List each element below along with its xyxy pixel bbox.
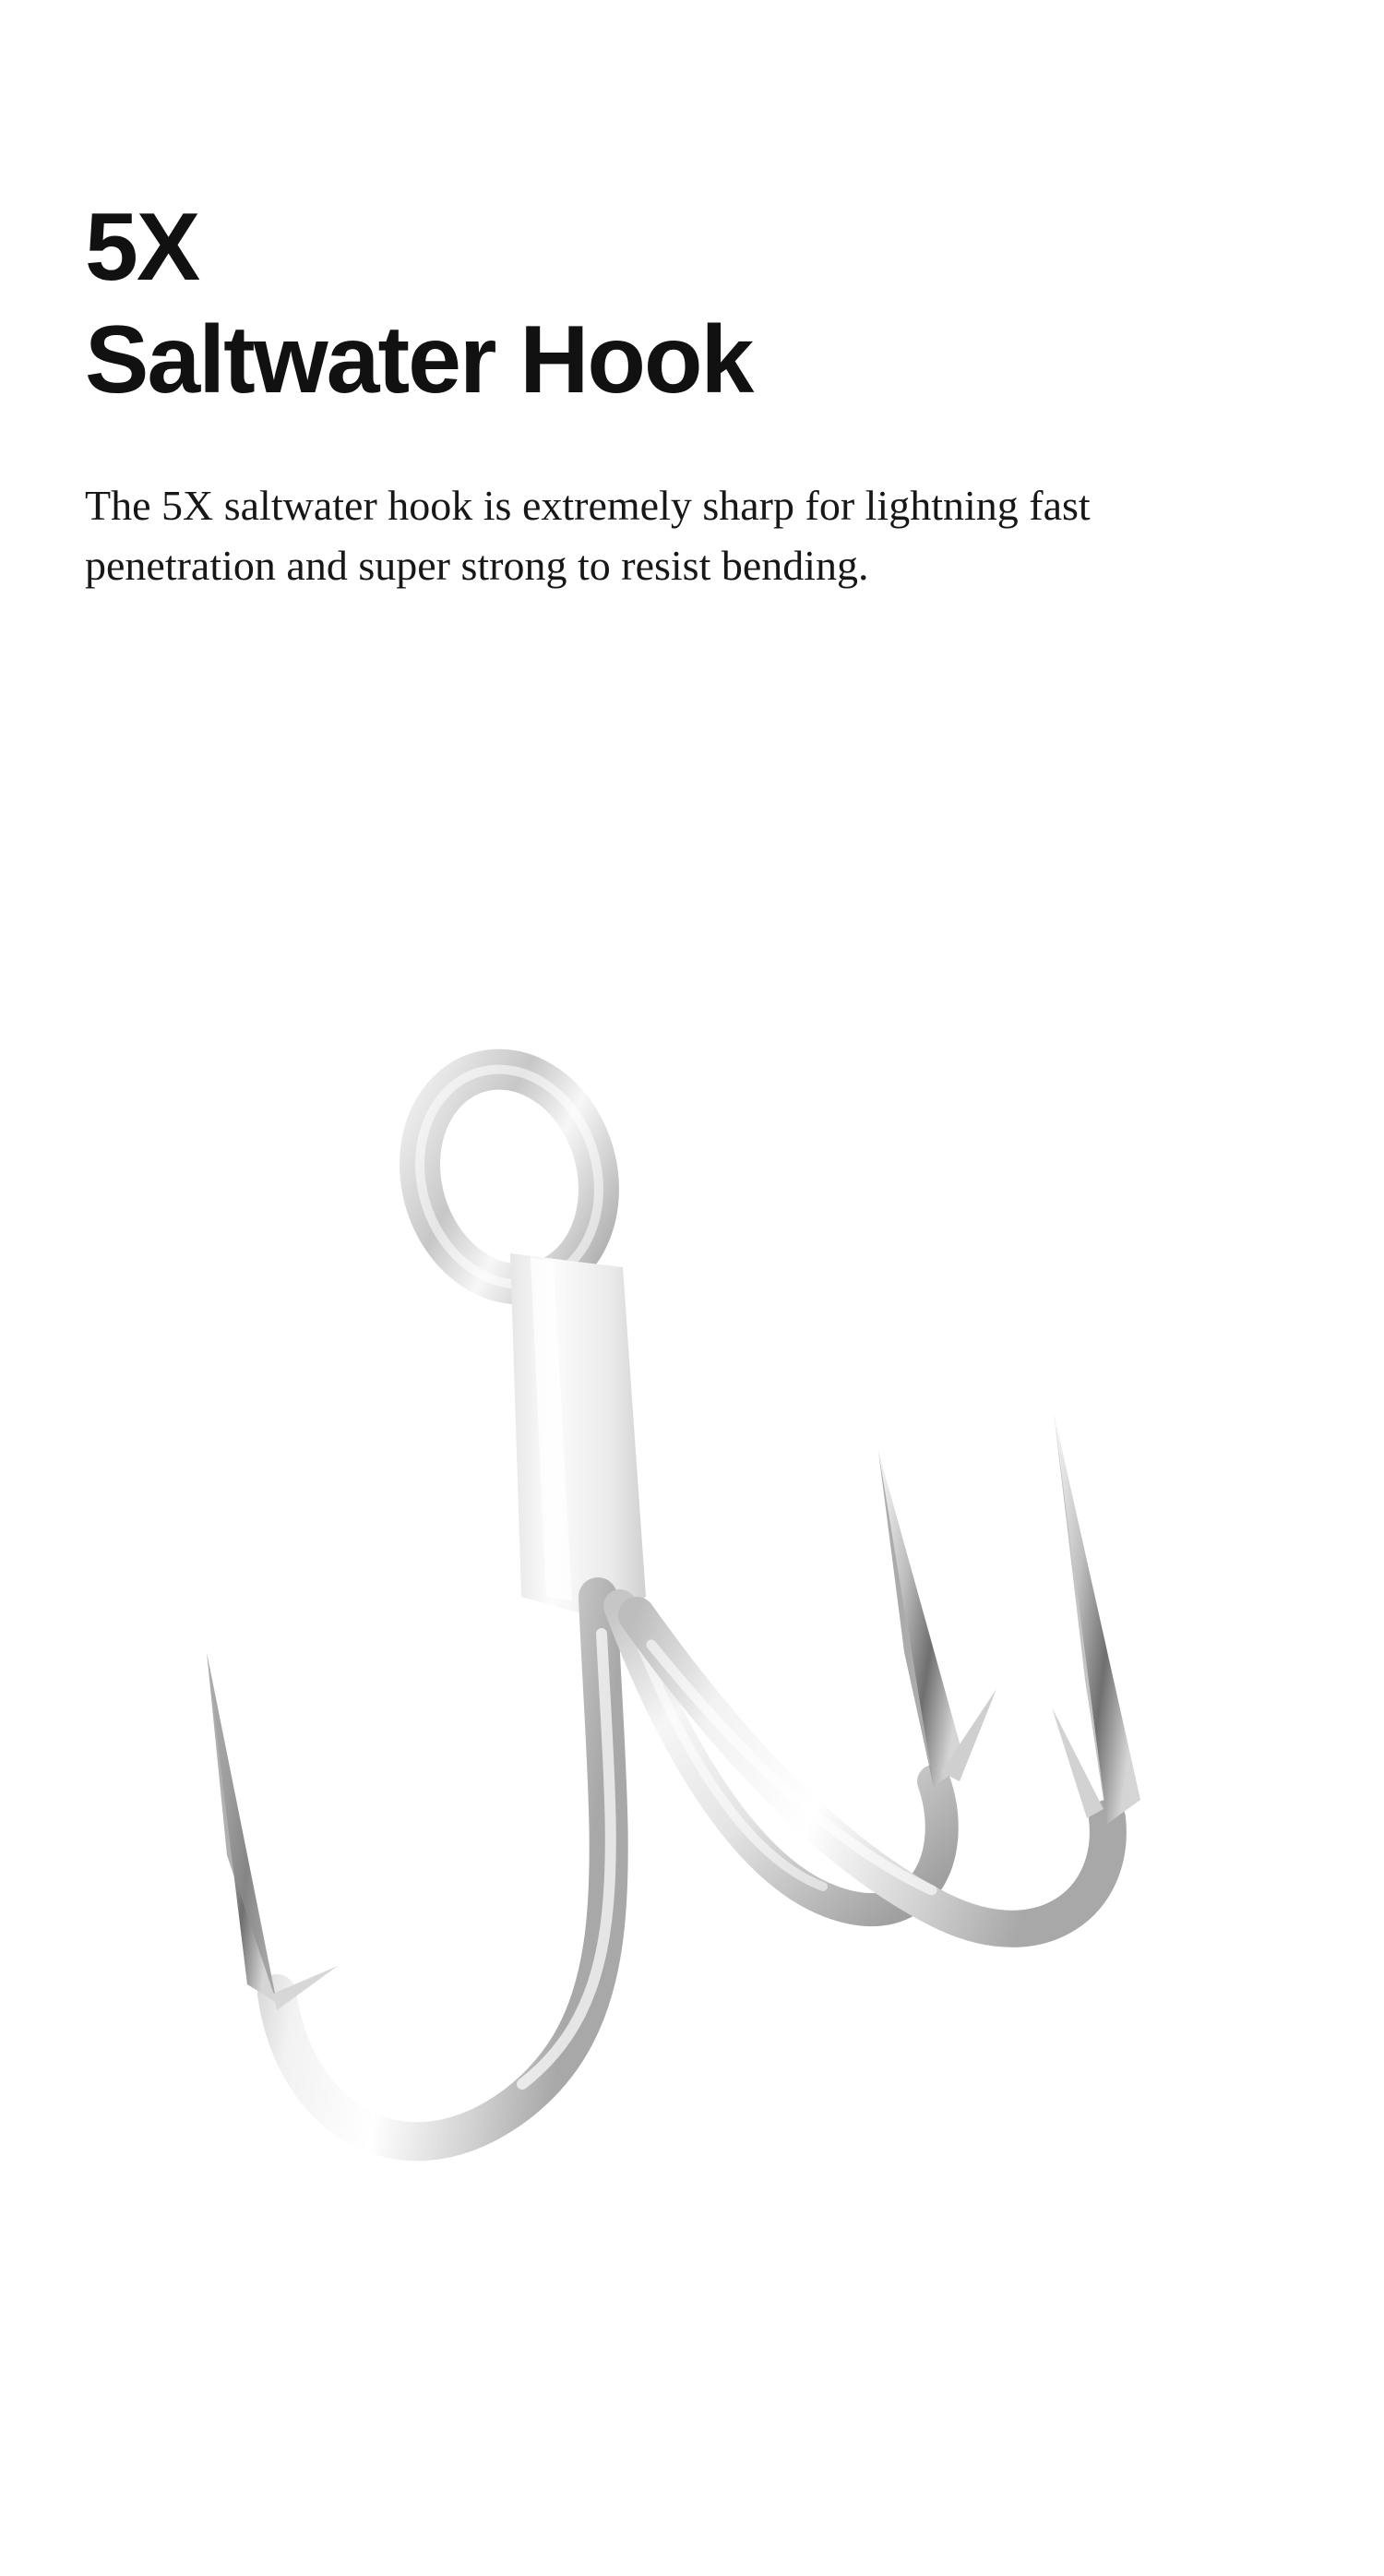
- product-description: The 5X saltwater hook is extremely sharp for lightning fast penetration and super strong to resist bending.: [85, 481, 1091, 590]
- treble-fishing-hook-image: [0, 1043, 1384, 2427]
- hook-point-left: [207, 1652, 338, 2010]
- text-content-block: [85, 194, 1303, 596]
- hook-bend-left: [277, 1597, 611, 2141]
- product-image-container: [0, 1043, 1384, 2427]
- title-line-secondary: Saltwater Hook: [85, 306, 753, 414]
- page-title: [85, 194, 1303, 414]
- hook-point-right: [1052, 1412, 1140, 1824]
- hook-point-rear: [878, 1451, 996, 1787]
- hook-shank-collar: [510, 1253, 646, 1620]
- title-line-primary: 5X: [85, 194, 199, 301]
